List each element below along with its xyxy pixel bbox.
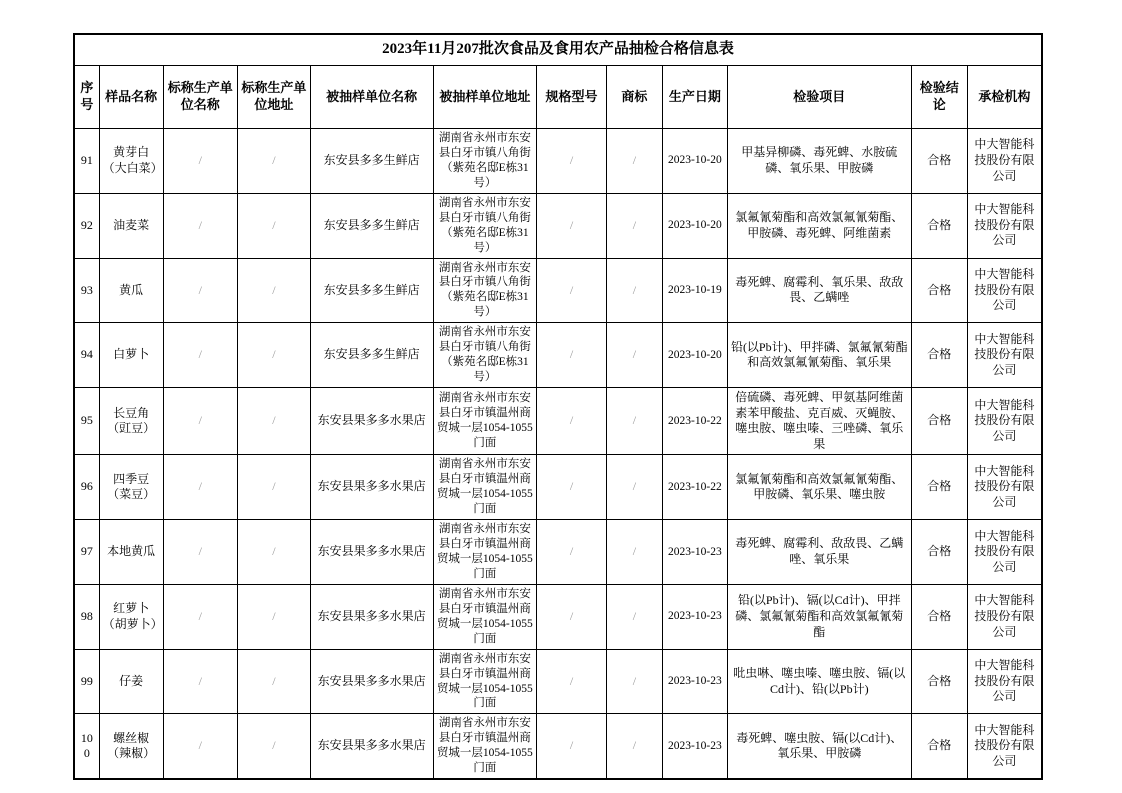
cell-agency: 中大智能科技股份有限公司 (967, 649, 1042, 714)
cell-seq: 91 (74, 129, 99, 194)
cell-seq: 100 (74, 714, 99, 779)
cell-date: 2023-10-20 (662, 323, 727, 388)
cell-sample-name: 油麦菜 (99, 193, 163, 258)
cell-spec: / (537, 649, 607, 714)
cell-spec: / (537, 129, 607, 194)
cell-date: 2023-10-20 (662, 193, 727, 258)
cell-agency: 中大智能科技股份有限公司 (967, 388, 1042, 455)
cell-brand: / (606, 258, 662, 323)
cell-sampled-unit: 东安县多多生鲜店 (310, 129, 433, 194)
column-header-production-date: 生产日期 (662, 66, 727, 129)
cell-date: 2023-10-19 (662, 258, 727, 323)
cell-seq: 94 (74, 323, 99, 388)
cell-sampled-unit: 东安县多多生鲜店 (310, 193, 433, 258)
inspection-results-table (73, 33, 1043, 780)
cell-sampled-addr: 湖南省永州市东安县白牙市镇温州商贸城一层1054-1055门面 (433, 584, 537, 649)
column-header-test-result: 检验结论 (911, 66, 967, 129)
cell-items: 倍硫磷、毒死蜱、甲氨基阿维菌素苯甲酸盐、克百威、灭蝇胺、噻虫胺、噻虫嗪、三唑磷、氧乐果 (727, 388, 911, 455)
table-row (74, 129, 1042, 194)
cell-producer-name: / (163, 520, 238, 585)
cell-producer-name: / (163, 584, 238, 649)
cell-producer-name: / (163, 129, 238, 194)
cell-producer-name: / (163, 323, 238, 388)
cell-spec: / (537, 520, 607, 585)
cell-sample-name: 红萝卜（胡萝卜） (99, 584, 163, 649)
cell-producer-name: / (163, 258, 238, 323)
column-header-spec: 规格型号 (537, 66, 607, 129)
cell-items: 毒死蜱、腐霉利、敌敌畏、乙螨唑、氧乐果 (727, 520, 911, 585)
table-row (74, 714, 1042, 779)
cell-date: 2023-10-23 (662, 714, 727, 779)
cell-sampled-unit: 东安县多多生鲜店 (310, 258, 433, 323)
table-row (74, 193, 1042, 258)
cell-items: 氯氟氰菊酯和高效氯氟氰菊酯、甲胺磷、氧乐果、噻虫胺 (727, 455, 911, 520)
cell-producer-addr: / (238, 649, 311, 714)
cell-result: 合格 (911, 323, 967, 388)
cell-producer-name: / (163, 649, 238, 714)
cell-producer-addr: / (238, 258, 311, 323)
cell-agency: 中大智能科技股份有限公司 (967, 520, 1042, 585)
cell-items: 铅(以Pb计)、镉(以Cd计)、甲拌磷、氯氟氰菊酯和高效氯氟氰菊酯 (727, 584, 911, 649)
column-header-agency: 承检机构 (967, 66, 1042, 129)
cell-items: 铅(以Pb计)、甲拌磷、氯氟氰菊酯和高效氯氟氰菊酯、氧乐果 (727, 323, 911, 388)
table-row (74, 584, 1042, 649)
cell-sample-name: 白萝卜 (99, 323, 163, 388)
cell-agency: 中大智能科技股份有限公司 (967, 584, 1042, 649)
table-row (74, 520, 1042, 585)
cell-agency: 中大智能科技股份有限公司 (967, 323, 1042, 388)
title-row (74, 34, 1042, 66)
cell-result: 合格 (911, 520, 967, 585)
column-header-sample-name: 样品名称 (99, 66, 163, 129)
cell-seq: 96 (74, 455, 99, 520)
table-row (74, 649, 1042, 714)
cell-sampled-unit: 东安县果多多水果店 (310, 584, 433, 649)
cell-seq: 92 (74, 193, 99, 258)
cell-sample-name: 本地黄瓜 (99, 520, 163, 585)
cell-producer-addr: / (238, 584, 311, 649)
table-row (74, 258, 1042, 323)
cell-agency: 中大智能科技股份有限公司 (967, 714, 1042, 779)
cell-agency: 中大智能科技股份有限公司 (967, 193, 1042, 258)
column-header-brand: 商标 (606, 66, 662, 129)
cell-producer-addr: / (238, 388, 311, 455)
cell-date: 2023-10-22 (662, 455, 727, 520)
cell-sampled-addr: 湖南省永州市东安县白牙市镇温州商贸城一层1054-1055门面 (433, 649, 537, 714)
cell-items: 甲基异柳磷、毒死蜱、水胺硫磷、氧乐果、甲胺磷 (727, 129, 911, 194)
cell-brand: / (606, 323, 662, 388)
cell-brand: / (606, 388, 662, 455)
cell-brand: / (606, 520, 662, 585)
cell-producer-addr: / (238, 193, 311, 258)
cell-sampled-addr: 湖南省永州市东安县白牙市镇温州商贸城一层1054-1055门面 (433, 714, 537, 779)
cell-producer-name: / (163, 193, 238, 258)
cell-sample-name: 长豆角（豇豆） (99, 388, 163, 455)
column-header-producer-addr: 标称生产单位地址 (238, 66, 311, 129)
cell-producer-addr: / (238, 455, 311, 520)
column-header-sampled-unit-addr: 被抽样单位地址 (433, 66, 537, 129)
cell-sampled-addr: 湖南省永州市东安县白牙市镇温州商贸城一层1054-1055门面 (433, 455, 537, 520)
cell-result: 合格 (911, 388, 967, 455)
cell-producer-addr: / (238, 323, 311, 388)
cell-sampled-unit: 东安县果多多水果店 (310, 714, 433, 779)
cell-sampled-addr: 湖南省永州市东安县白牙市镇八角街（紫苑名邸E栋31号） (433, 193, 537, 258)
cell-agency: 中大智能科技股份有限公司 (967, 455, 1042, 520)
table-title: 2023年11月207批次食品及食用农产品抽检合格信息表 (74, 34, 1042, 66)
cell-sample-name: 黄瓜 (99, 258, 163, 323)
column-header-test-items: 检验项目 (727, 66, 911, 129)
cell-date: 2023-10-23 (662, 649, 727, 714)
cell-producer-addr: / (238, 129, 311, 194)
cell-producer-name: / (163, 455, 238, 520)
cell-items: 毒死蜱、腐霉利、氧乐果、敌敌畏、乙螨唑 (727, 258, 911, 323)
cell-seq: 99 (74, 649, 99, 714)
cell-spec: / (537, 388, 607, 455)
cell-result: 合格 (911, 649, 967, 714)
cell-brand: / (606, 193, 662, 258)
cell-brand: / (606, 714, 662, 779)
cell-items: 氯氟氰菊酯和高效氯氟氰菊酯、甲胺磷、毒死蜱、阿维菌素 (727, 193, 911, 258)
cell-seq: 97 (74, 520, 99, 585)
cell-sampled-unit: 东安县果多多水果店 (310, 520, 433, 585)
cell-items: 毒死蜱、噻虫胺、镉(以Cd计)、氧乐果、甲胺磷 (727, 714, 911, 779)
cell-sampled-addr: 湖南省永州市东安县白牙市镇八角街（紫苑名邸E栋31号） (433, 129, 537, 194)
cell-sampled-addr: 湖南省永州市东安县白牙市镇八角街（紫苑名邸E栋31号） (433, 258, 537, 323)
cell-producer-name: / (163, 714, 238, 779)
cell-result: 合格 (911, 129, 967, 194)
cell-spec: / (537, 714, 607, 779)
cell-spec: / (537, 193, 607, 258)
cell-agency: 中大智能科技股份有限公司 (967, 258, 1042, 323)
cell-spec: / (537, 258, 607, 323)
cell-date: 2023-10-23 (662, 520, 727, 585)
cell-spec: / (537, 584, 607, 649)
cell-date: 2023-10-23 (662, 584, 727, 649)
cell-brand: / (606, 649, 662, 714)
cell-items: 吡虫啉、噻虫嗪、噻虫胺、镉(以Cd计)、铅(以Pb计) (727, 649, 911, 714)
cell-result: 合格 (911, 193, 967, 258)
cell-sample-name: 四季豆（菜豆） (99, 455, 163, 520)
cell-sample-name: 螺丝椒（辣椒） (99, 714, 163, 779)
cell-brand: / (606, 455, 662, 520)
cell-seq: 98 (74, 584, 99, 649)
cell-agency: 中大智能科技股份有限公司 (967, 129, 1042, 194)
cell-sampled-unit: 东安县果多多水果店 (310, 388, 433, 455)
cell-sampled-unit: 东安县果多多水果店 (310, 455, 433, 520)
cell-sampled-addr: 湖南省永州市东安县白牙市镇八角街（紫苑名邸E栋31号） (433, 323, 537, 388)
cell-date: 2023-10-22 (662, 388, 727, 455)
column-header-producer-name: 标称生产单位名称 (163, 66, 238, 129)
cell-sampled-addr: 湖南省永州市东安县白牙市镇温州商贸城一层1054-1055门面 (433, 388, 537, 455)
cell-producer-addr: / (238, 714, 311, 779)
cell-brand: / (606, 584, 662, 649)
column-header-seq: 序号 (74, 66, 99, 129)
cell-sampled-unit: 东安县果多多水果店 (310, 649, 433, 714)
cell-result: 合格 (911, 584, 967, 649)
cell-date: 2023-10-20 (662, 129, 727, 194)
cell-result: 合格 (911, 714, 967, 779)
cell-result: 合格 (911, 455, 967, 520)
table-row (74, 388, 1042, 455)
column-header-sampled-unit-name: 被抽样单位名称 (310, 66, 433, 129)
cell-producer-addr: / (238, 520, 311, 585)
cell-brand: / (606, 129, 662, 194)
header-row (74, 66, 1042, 129)
cell-sample-name: 黄芽白（大白菜） (99, 129, 163, 194)
cell-result: 合格 (911, 258, 967, 323)
table-row (74, 455, 1042, 520)
table-row (74, 323, 1042, 388)
cell-spec: / (537, 323, 607, 388)
cell-spec: / (537, 455, 607, 520)
cell-sampled-addr: 湖南省永州市东安县白牙市镇温州商贸城一层1054-1055门面 (433, 520, 537, 585)
cell-seq: 95 (74, 388, 99, 455)
cell-sample-name: 仔姜 (99, 649, 163, 714)
cell-sampled-unit: 东安县多多生鲜店 (310, 323, 433, 388)
cell-producer-name: / (163, 388, 238, 455)
cell-seq: 93 (74, 258, 99, 323)
